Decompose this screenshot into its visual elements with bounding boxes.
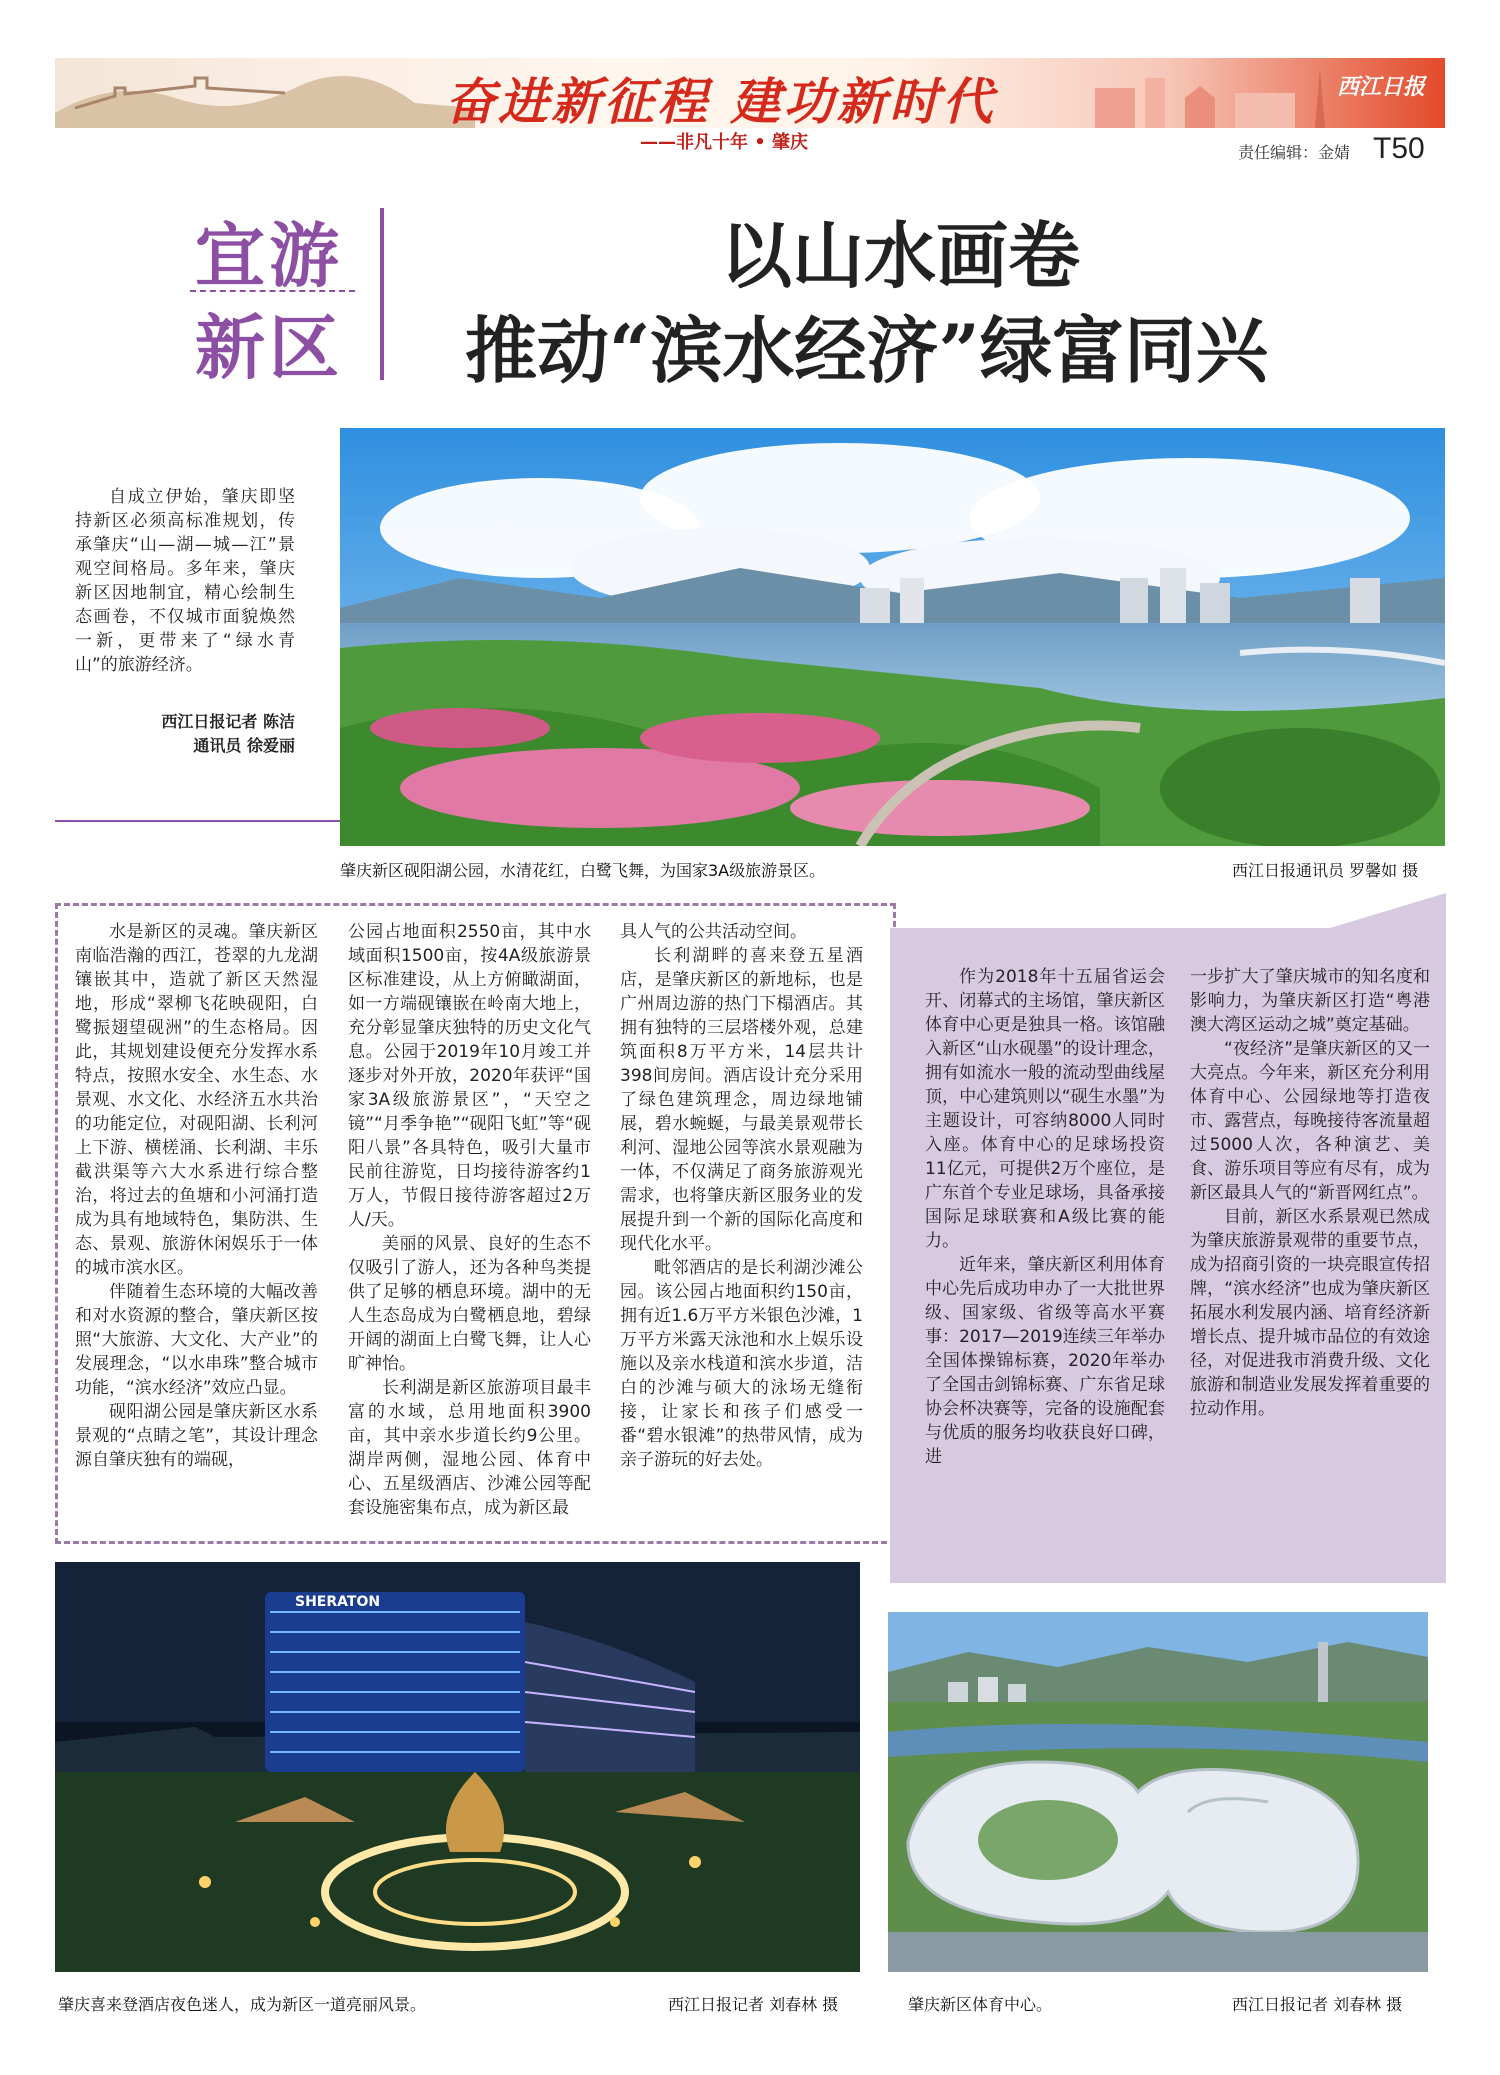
park-photo-credit: 西江日报通讯员 罗馨如 摄 — [1232, 861, 1419, 880]
hotel-photo-caption: 肇庆喜来登酒店夜色迷人，成为新区一道亮丽风景。 — [58, 1995, 427, 2014]
paragraph: 砚阳湖公园是肇庆新区水系景观的“点睛之笔”，其设计理念源自肇庆独有的端砚， — [75, 1402, 318, 1470]
paragraph: 伴随着生态环境的大幅改善和对水资源的整合，肇庆新区按照“大旅游、大文化、大产业”的发展理念，“以水串珠”整合城市功能，“滨水经济”效应凸显。 — [75, 1282, 318, 1398]
lead-byline — [75, 710, 295, 758]
paragraph: 具人气的公共活动空间。 — [620, 922, 807, 942]
great-wall-illustration — [55, 58, 475, 128]
hotel-photo-credit: 西江日报记者 刘春林 摄 — [668, 1995, 839, 2014]
article-column-2 — [348, 920, 591, 1520]
byline-correspondent: 通讯员 徐爱丽 — [193, 736, 295, 755]
section-tag-line2: 新区 — [195, 306, 343, 389]
banner-slogan: 奋进新征程 建功新时代 — [445, 72, 996, 131]
paragraph: 目前，新区水系景观已然成为肇庆旅游景观带的重要节点，成为招商引资的一块亮眼宣传招牌，“滨水经济”也成为肇庆新区拓展水利发展内涵、培育经济新增长点、提升城市品位的有效途径，对促进我市消费升级、文化旅游和制造业发展发挥着重要的拉动作用。 — [1190, 1207, 1430, 1419]
paragraph: 公园占地面积2550亩，其中水域面积1500亩，按4A级旅游景区标准建设，从上方俯瞰湖面，如一方端砚镶嵌在岭南大地上，充分彰显肇庆独特的历史文化气息。公园于2019年10月竣工并逐步对外开放，2020年获评“国家3A级旅游景区”，“天空之镜”“月季争艳”“砚阳飞虹”等“砚阳八景”各具特色，吸引大量市民前往游览，日均接待游客约1万人，节假日接待游客超过2万人/天。 — [348, 922, 591, 1230]
stadium-photo-credit: 西江日报记者 刘春林 摄 — [1232, 1995, 1403, 2014]
newspaper-logo: 西江日报 — [1336, 74, 1425, 100]
paragraph: 一步扩大了肇庆城市的知名度和影响力，为肇庆新区打造“粤港澳大湾区运动之城”奠定基础。 — [1190, 967, 1430, 1035]
paragraph: 水是新区的灵魂。肇庆新区南临浩瀚的西江，苍翠的九龙湖镶嵌其中，造就了新区天然湿地，形成“翠柳飞花映砚阳，白鹭振翅望砚洲”的生态格局。因此，其规划建设便充分发挥水系特点，按照水安全、水生态、水景观、水文化、水经济五水共治的功能定位，对砚阳湖、长利河上下游、横槎涌、长利湖、丰乐截洪渠等六大水系进行综合整治，将过去的鱼塘和小河涌打造成为具有地域特色，集防洪、生态、景观、旅游休闲娱乐于一体的城市滨水区。 — [75, 922, 318, 1278]
lead-paragraph: 自成立伊始，肇庆即坚持新区必须高标准规划，传承肇庆“山—湖—城—江”景观空间格局。多年来，肇庆新区因地制宜，精心绘制生态画卷，不仅城市面貌焕然一新，更带来了“绿水青山”的旅游经济。 — [75, 487, 295, 675]
article-column-5 — [1190, 965, 1430, 1421]
stadium-photo — [888, 1612, 1428, 1972]
section-tag-line1: 宜游 — [195, 214, 343, 297]
paragraph: 长利湖畔的喜来登五星酒店，是肇庆新区的新地标，也是广州周边游的热门下榻酒店。其拥有独特的三层塔楼外观，总建筑面积8万平方米，14层共计398间房间。酒店设计充分采用了绿色建筑理念，周边绿地铺展，碧水蜿蜒，与最美景观带长利河、湿地公园等滨水景观融为一体，不仅满足了商务旅游观光需求，也将肇庆新区服务业的发展提升到一个新的国际化高度和现代化水平。 — [620, 946, 863, 1254]
headline-line2: 推动“滨水经济”绿富同兴 — [465, 308, 1268, 393]
article-column-4 — [925, 965, 1165, 1469]
hotel-sign: SHERATON — [295, 1594, 381, 1610]
paragraph: “夜经济”是肇庆新区的又一大亮点。今年来，新区充分利用体育中心、公园绿地等打造夜市、露营点，每晚接待客流量超过5000人次，各种演艺、美食、游乐项目等应有尽有，成为新区最具人气的“新晋网红点”。 — [1190, 1039, 1430, 1203]
hotel-night-photo — [55, 1562, 860, 1972]
lead-rule — [55, 820, 340, 822]
editor-credit: 责任编辑：金婧 — [1238, 143, 1351, 162]
paragraph: 美丽的风景、良好的生态不仅吸引了游人，还为各种鸟类提供了足够的栖息环境。湖中的无人生态岛成为白鹭栖息地，碧绿开阔的湖面上白鹭飞舞，让人心旷神怡。 — [348, 1234, 591, 1374]
paragraph: 长利湖是新区旅游项目最丰富的水域，总用地面积3900亩，其中亲水步道长约9公里。湖岸两侧，湿地公园、体育中心、五星级酒店、沙滩公园等配套设施密集布点，成为新区最 — [348, 1378, 591, 1518]
paragraph: 毗邻酒店的是长利湖沙滩公园。该公园占地面积约150亩，拥有近1.6万平方米银色沙滩，1万平方米露天泳池和水上娱乐设施以及亲水栈道和滨水步道，洁白的沙滩与硕大的泳场无缝衔接，让家长和孩子们感受一番“碧水银滩”的热带风情，成为亲子游玩的好去处。 — [620, 1258, 863, 1470]
banner-subtitle: ——非凡十年 • 肇庆 — [640, 132, 809, 153]
headline-line1: 以山水画卷 — [720, 213, 1081, 298]
park-photo-caption: 肇庆新区砚阳湖公园，水清花红，白鹭飞舞，为国家3A级旅游景区。 — [340, 861, 826, 880]
paragraph: 作为2018年十五届省运会开、闭幕式的主场馆，肇庆新区体育中心更是独具一格。该馆融入新区“山水砚墨”的设计理念，拥有如流水一般的流动型曲线屋顶，中心建筑则以“砚生水墨”为主题设计，可容纳8000人同时入座。体育中心的足球场投资11亿元，可提供2万个座位，是广东首个专业足球场，具备承接国际足球联赛和A级比赛的能力。 — [925, 967, 1165, 1251]
city-skyline-illustration — [1075, 58, 1375, 128]
headline-vertical-bar — [380, 208, 384, 380]
byline-reporter: 西江日报记者 陈洁 — [161, 712, 295, 731]
park-photo — [340, 428, 1445, 846]
article-column-1 — [75, 920, 318, 1472]
article-column-3 — [620, 920, 863, 1472]
stadium-photo-caption: 肇庆新区体育中心。 — [908, 1995, 1053, 2014]
page-number: T50 — [1373, 132, 1425, 165]
paragraph: 近年来，肇庆新区利用体育中心先后成功申办了一大批世界级、国家级、省级等高水平赛事：2017—2019连续三年举办全国体操锦标赛，2020年举办了全国击剑锦标赛、广东省足球协会杯决赛等，完备的设施配套与优质的服务均收获良好口碑，进 — [925, 1255, 1165, 1467]
